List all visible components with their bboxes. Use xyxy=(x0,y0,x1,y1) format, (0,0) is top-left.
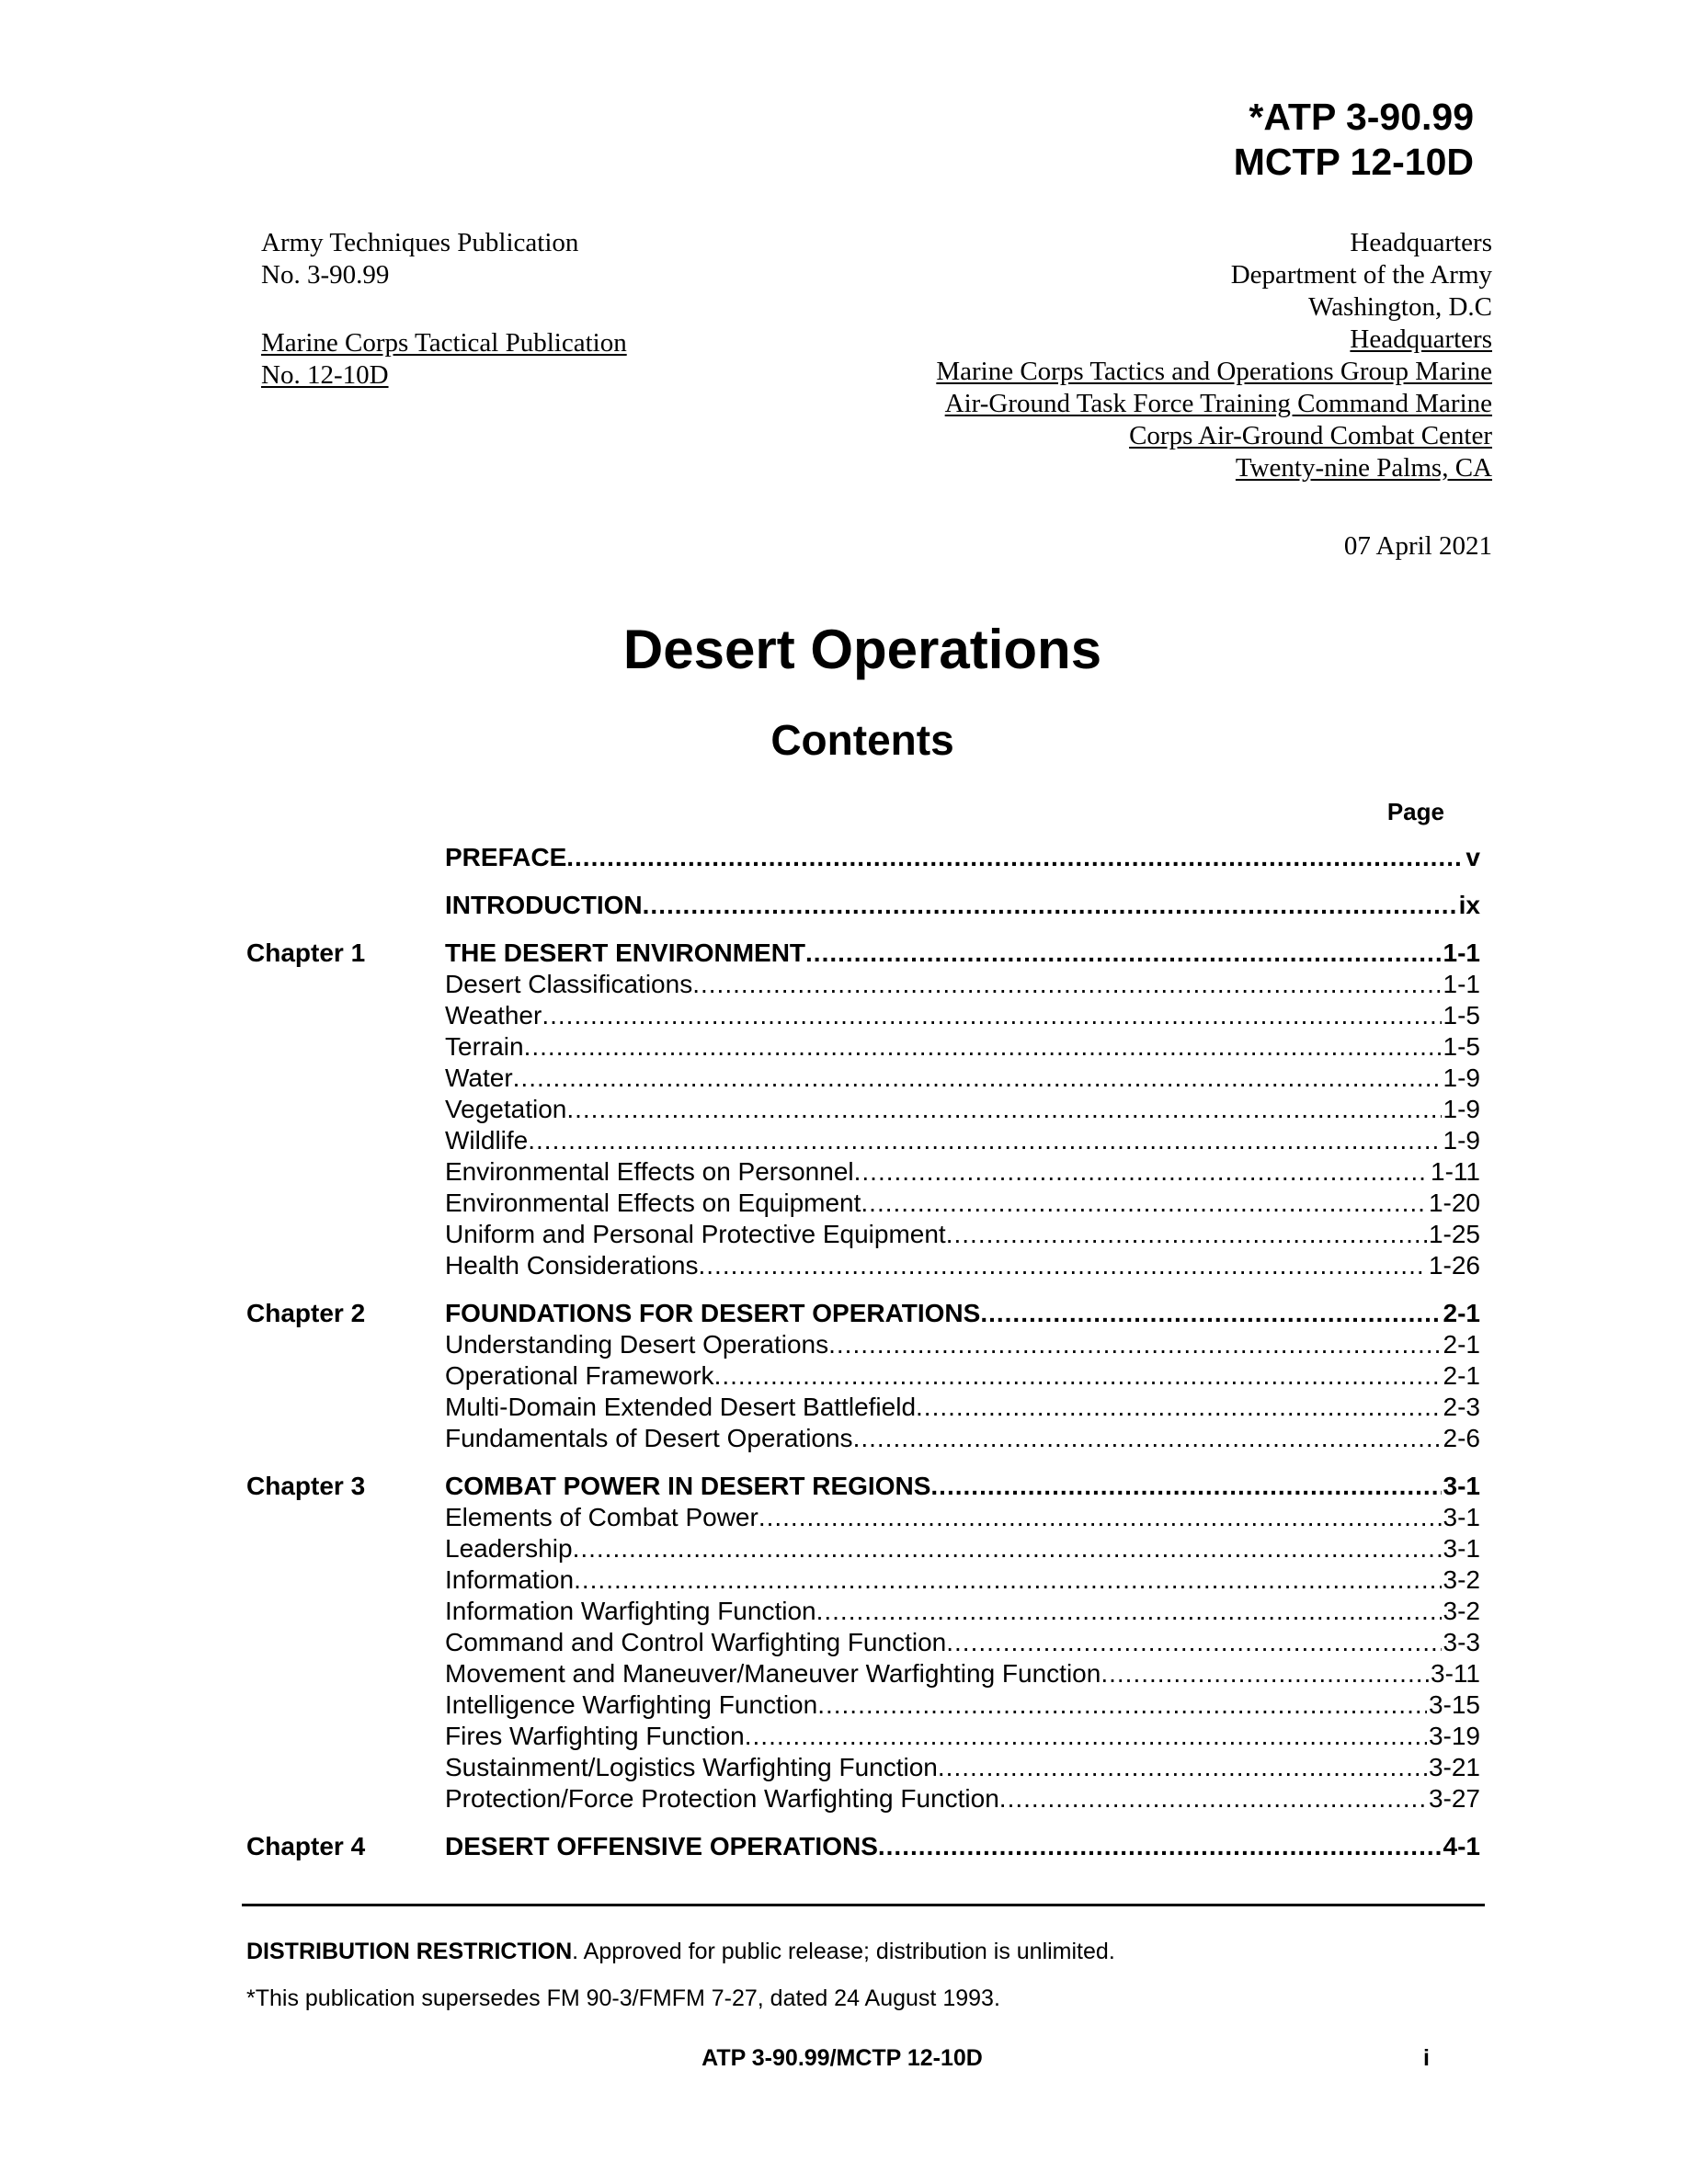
toc-leader-dots xyxy=(758,1502,1442,1533)
divider xyxy=(242,1904,1485,1906)
toc-entry xyxy=(445,1063,1480,1094)
toc-page-number: 3-27 xyxy=(1428,1784,1480,1813)
toc-entry xyxy=(445,1533,1480,1564)
toc-entry xyxy=(445,1627,1480,1658)
toc-leader-dots xyxy=(930,1471,1441,1502)
toc-entry-title: Protection/Force Protection Warfighting Function xyxy=(445,1784,999,1813)
distribution-restriction xyxy=(246,1939,1115,1965)
toc-entry-title: Elements of Combat Power xyxy=(445,1503,758,1531)
toc-entry-title: DESERT OFFENSIVE OPERATIONS xyxy=(445,1832,878,1860)
toc-entry-row[interactable] xyxy=(246,1627,1480,1658)
toc-entry-title: Movement and Maneuver/Maneuver Warfighting Function xyxy=(445,1659,1101,1688)
toc-entry-title: Environmental Effects on Personnel xyxy=(445,1157,854,1186)
toc-page-number: 1-11 xyxy=(1431,1157,1480,1186)
footer-publication: ATP 3-90.99/MCTP 12-10D xyxy=(701,2045,983,2071)
atp-number: *ATP 3-90.99 xyxy=(1249,96,1474,138)
toc-entry-row[interactable] xyxy=(246,1188,1480,1219)
toc-entry xyxy=(445,1094,1480,1125)
toc-entry-row[interactable] xyxy=(246,1423,1480,1454)
toc-entry-row[interactable] xyxy=(246,1596,1480,1627)
toc-page-number: 3-15 xyxy=(1428,1690,1480,1719)
toc-page-number: 3-1 xyxy=(1443,1472,1480,1500)
toc-entry xyxy=(445,1125,1480,1156)
toc-leader-dots xyxy=(817,1689,1427,1721)
toc-entry xyxy=(445,1298,1480,1329)
toc-leader-dots xyxy=(999,1783,1427,1814)
army-hq-line-3: Washington, D.C xyxy=(1308,292,1492,322)
toc-page-number: 3-1 xyxy=(1443,1534,1480,1563)
toc-entry-row[interactable] xyxy=(246,1250,1480,1281)
toc-chapter-label: Chapter 4 xyxy=(246,1832,366,1860)
toc-entry-title: Fires Warfighting Function xyxy=(445,1722,745,1750)
mctp-number: MCTP 12-10D xyxy=(1233,141,1474,183)
toc-page-number: 2-1 xyxy=(1443,1361,1480,1390)
toc-entry-title: Uniform and Personal Protective Equipment xyxy=(445,1220,946,1248)
toc-entry-title: Water xyxy=(445,1064,513,1092)
toc-entry-title: Multi-Domain Extended Desert Battlefield xyxy=(445,1393,917,1421)
toc-leader-dots xyxy=(828,1329,1441,1360)
toc-entry-title: Terrain xyxy=(445,1032,524,1061)
marine-hq-line-1: Headquarters xyxy=(1350,324,1492,354)
toc-entry-title: Wildlife xyxy=(445,1126,529,1155)
toc-entry xyxy=(445,1329,1480,1360)
toc-entry-row[interactable] xyxy=(246,1752,1480,1783)
toc-leader-dots xyxy=(643,890,1457,921)
toc-page-number: 2-3 xyxy=(1443,1393,1480,1421)
toc-leader-dots xyxy=(574,1564,1441,1596)
marine-hq-line-5: Twenty-nine Palms, CA xyxy=(1235,453,1492,483)
toc-entry xyxy=(445,1423,1480,1454)
toc-entry-row[interactable] xyxy=(246,1031,1480,1063)
toc-entry-row[interactable] xyxy=(246,1533,1480,1564)
toc-page-number: 2-6 xyxy=(1443,1424,1480,1452)
toc-leader-dots xyxy=(566,842,1464,873)
toc-page-number: 2-1 xyxy=(1443,1299,1480,1327)
toc-leader-dots xyxy=(542,1000,1441,1031)
toc-leader-dots xyxy=(980,1298,1441,1329)
toc-entry-row[interactable] xyxy=(246,1125,1480,1156)
toc-page-number: 1-20 xyxy=(1428,1189,1480,1217)
toc-leader-dots xyxy=(513,1063,1442,1094)
toc-entry xyxy=(445,1471,1480,1502)
toc-chapter-row[interactable] xyxy=(246,890,1480,921)
toc-leader-dots xyxy=(878,1831,1442,1862)
army-hq-line-2: Department of the Army xyxy=(1230,260,1492,290)
toc-entry xyxy=(445,1783,1480,1814)
toc-entry-title: Desert Classifications xyxy=(445,970,693,998)
marine-hq-line-4: Corps Air-Ground Combat Center xyxy=(1129,421,1492,450)
army-hq-line-1: Headquarters xyxy=(1350,228,1492,257)
table-of-contents xyxy=(246,842,1480,1862)
toc-entry-title: Leadership xyxy=(445,1534,573,1563)
toc-page-number: 3-19 xyxy=(1428,1722,1480,1750)
toc-page-number: 1-5 xyxy=(1443,1001,1480,1029)
toc-page-number: 3-2 xyxy=(1443,1565,1480,1594)
toc-entry xyxy=(445,938,1480,969)
supersedes-note: *This publication supersedes FM 90-3/FMFM 7-27, dated 24 August 1993. xyxy=(246,1985,1000,2011)
marine-pub-line-1: Marine Corps Tactical Publication xyxy=(261,328,627,358)
toc-entry-row[interactable] xyxy=(246,1502,1480,1533)
toc-entry xyxy=(445,1250,1480,1281)
toc-page-number: 1-1 xyxy=(1443,938,1480,967)
toc-entry xyxy=(445,1031,1480,1063)
toc-leader-dots xyxy=(938,1752,1427,1783)
toc-page-number: 1-25 xyxy=(1428,1220,1480,1248)
toc-entry-title: Information Warfighting Function xyxy=(445,1597,816,1625)
toc-entry-row[interactable] xyxy=(246,1219,1480,1250)
toc-chapter-label: Chapter 2 xyxy=(246,1299,366,1327)
marine-hq-line-3: Air-Ground Task Force Training Command Marine xyxy=(944,389,1492,418)
toc-page-number: 3-21 xyxy=(1428,1753,1480,1781)
toc-entry xyxy=(445,1156,1480,1188)
toc-leader-dots xyxy=(699,1250,1427,1281)
toc-page-number: 3-1 xyxy=(1443,1503,1480,1531)
toc-entry-row[interactable] xyxy=(246,1000,1480,1031)
header-right xyxy=(936,227,1492,484)
distribution-text: . Approved for public release; distribution is unlimited. xyxy=(572,1939,1115,1964)
footer-page-number: i xyxy=(1423,2045,1430,2071)
marine-pub-line-2: No. 12-10D xyxy=(261,360,389,390)
toc-leader-dots xyxy=(524,1031,1442,1063)
toc-entry xyxy=(445,1596,1480,1627)
page-column-label: Page xyxy=(1386,798,1444,825)
toc-page-number: 1-9 xyxy=(1443,1064,1480,1092)
toc-page-number: 1-5 xyxy=(1443,1032,1480,1061)
marine-hq-line-2: Marine Corps Tactics and Operations Group Marine xyxy=(936,357,1492,386)
toc-leader-dots xyxy=(816,1596,1442,1627)
toc-entry xyxy=(445,1392,1480,1423)
toc-chapter-label: Chapter 1 xyxy=(246,938,366,967)
toc-entry-title: Vegetation xyxy=(445,1095,567,1123)
toc-entry xyxy=(445,1564,1480,1596)
toc-entry-row[interactable] xyxy=(246,1360,1480,1392)
toc-entry-title: Environmental Effects on Equipment xyxy=(445,1189,861,1217)
header-left xyxy=(261,227,627,392)
toc-entry-row[interactable] xyxy=(246,1156,1480,1188)
toc-leader-dots xyxy=(853,1423,1442,1454)
toc-chapter-row[interactable] xyxy=(246,938,1480,969)
toc-entry xyxy=(445,1689,1480,1721)
army-pub-line-2: No. 3-90.99 xyxy=(261,260,390,290)
toc-entry-title: Operational Framework xyxy=(445,1361,714,1390)
toc-entry xyxy=(445,1658,1480,1689)
toc-leader-dots xyxy=(854,1156,1429,1188)
toc-leader-dots xyxy=(566,1094,1441,1125)
toc-entry xyxy=(445,1000,1480,1031)
distribution-label: DISTRIBUTION RESTRICTION xyxy=(246,1939,573,1964)
toc-entry-title: PREFACE xyxy=(445,843,567,871)
toc-page-number: 3-11 xyxy=(1431,1659,1480,1688)
toc-chapter-row[interactable] xyxy=(246,1471,1480,1502)
toc-entry xyxy=(445,1831,1480,1862)
toc-entry xyxy=(445,1360,1480,1392)
toc-page-number: 3-2 xyxy=(1443,1597,1480,1625)
toc-chapter-row[interactable] xyxy=(246,1298,1480,1329)
toc-entry-title: Fundamentals of Desert Operations xyxy=(445,1424,853,1452)
toc-entry-row[interactable] xyxy=(246,1392,1480,1423)
toc-page-number: 4-1 xyxy=(1443,1832,1480,1860)
toc-entry xyxy=(445,1188,1480,1219)
toc-entry-row[interactable] xyxy=(246,1721,1480,1752)
toc-entry-title: COMBAT POWER IN DESERT REGIONS xyxy=(445,1472,931,1500)
toc-entry-row[interactable] xyxy=(246,1658,1480,1689)
toc-leader-dots xyxy=(861,1188,1427,1219)
toc-entry xyxy=(445,1219,1480,1250)
toc-entry-row[interactable] xyxy=(246,969,1480,1000)
document-title: Desert Operations xyxy=(622,619,1102,680)
toc-entry xyxy=(445,1721,1480,1752)
toc-leader-dots xyxy=(692,969,1441,1000)
toc-leader-dots xyxy=(714,1360,1442,1392)
toc-leader-dots xyxy=(745,1721,1427,1752)
toc-entry-row[interactable] xyxy=(246,1063,1480,1094)
toc-page-number: ix xyxy=(1458,891,1480,919)
toc-chapter-label: Chapter 3 xyxy=(246,1472,366,1500)
toc-entry xyxy=(445,1752,1480,1783)
contents-heading: Contents xyxy=(770,716,954,764)
toc-page-number: 1-1 xyxy=(1443,970,1480,998)
toc-leader-dots xyxy=(916,1392,1442,1423)
toc-entry xyxy=(445,1502,1480,1533)
toc-page-number: 2-1 xyxy=(1443,1330,1480,1359)
toc-entry-title: Intelligence Warfighting Function xyxy=(445,1690,818,1719)
toc-entry-title: Sustainment/Logistics Warfighting Function xyxy=(445,1753,938,1781)
toc-page-number: v xyxy=(1466,843,1480,871)
publication-numbers xyxy=(1234,95,1474,185)
toc-leader-dots xyxy=(946,1219,1427,1250)
toc-entry-row[interactable] xyxy=(246,1564,1480,1596)
toc-page-number: 3-3 xyxy=(1443,1628,1480,1656)
toc-leader-dots xyxy=(946,1627,1441,1658)
toc-entry-row[interactable] xyxy=(246,1783,1480,1814)
toc-entry-title: Command and Control Warfighting Function xyxy=(445,1628,947,1656)
toc-leader-dots xyxy=(805,938,1442,969)
toc-leader-dots xyxy=(528,1125,1441,1156)
toc-entry-title: THE DESERT ENVIRONMENT xyxy=(445,938,806,967)
toc-entry xyxy=(445,890,1480,921)
toc-leader-dots xyxy=(573,1533,1442,1564)
toc-entry-title: INTRODUCTION xyxy=(445,891,643,919)
army-pub-line-1: Army Techniques Publication xyxy=(261,228,579,257)
toc-entry xyxy=(445,842,1480,873)
publication-date: 07 April 2021 xyxy=(1343,531,1492,561)
toc-chapter-row[interactable] xyxy=(246,842,1480,873)
toc-chapter-row[interactable] xyxy=(246,1831,1480,1862)
toc-entry xyxy=(445,969,1480,1000)
toc-entry-title: Weather xyxy=(445,1001,542,1029)
toc-leader-dots xyxy=(1101,1658,1429,1689)
toc-page-number: 1-9 xyxy=(1443,1095,1480,1123)
toc-entry-title: Health Considerations xyxy=(445,1251,699,1280)
toc-entry-title: Understanding Desert Operations xyxy=(445,1330,829,1359)
toc-entry-row[interactable] xyxy=(246,1094,1480,1125)
toc-entry-title: FOUNDATIONS FOR DESERT OPERATIONS xyxy=(445,1299,981,1327)
toc-page-number: 1-26 xyxy=(1428,1251,1480,1280)
toc-entry-row[interactable] xyxy=(246,1689,1480,1721)
toc-entry-title: Information xyxy=(445,1565,575,1594)
toc-entry-row[interactable] xyxy=(246,1329,1480,1360)
toc-page-number: 1-9 xyxy=(1443,1126,1480,1155)
